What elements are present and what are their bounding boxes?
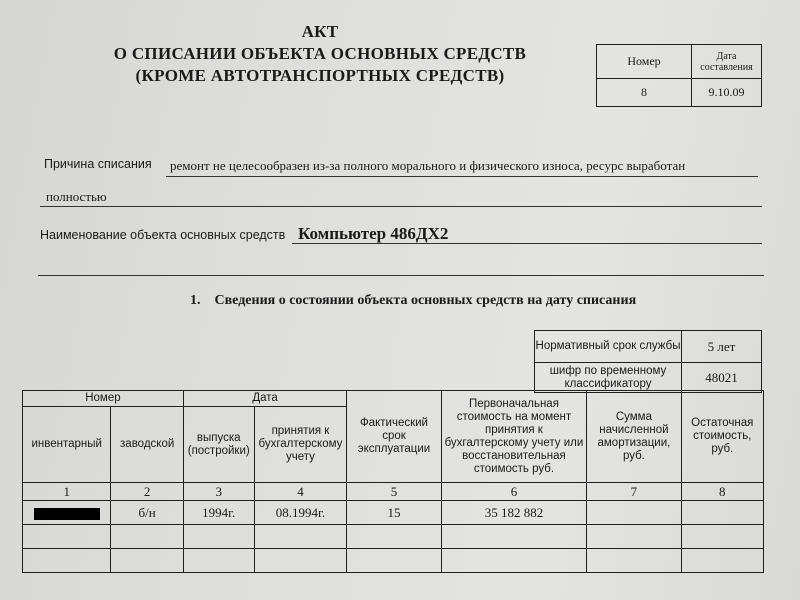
number-label: Номер — [597, 45, 692, 79]
number-date-box — [596, 44, 762, 107]
release-header: выпуска (постройки) — [183, 407, 254, 483]
reason-value-line2: полностью — [46, 189, 107, 204]
initial-cost-cell: 35 182 882 — [441, 501, 587, 525]
actual-life-cell: 15 — [347, 501, 441, 525]
accept-cell: 08.1994г. — [254, 501, 347, 525]
act-title-line2: О СПИСАНИИ ОБЪЕКТА ОСНОВНЫХ СРЕДСТВ — [113, 44, 527, 63]
inventory-header: инвентарный — [23, 407, 111, 483]
date-label: Дата составления — [692, 45, 762, 79]
factory-cell: б/н — [111, 501, 183, 525]
col-number: 6 — [441, 483, 587, 501]
reason-label: Причина списания — [44, 157, 152, 171]
redaction-bar — [34, 508, 100, 520]
service-life-value: 5 лет — [682, 331, 762, 363]
section-1-title: 1. Сведения о состоянии объекта основных средств на дату списания — [190, 293, 637, 308]
norm-box — [534, 330, 762, 393]
actual-life-header: Фактический срок эксплуатации — [347, 391, 441, 483]
asset-name-label: Наименование объекта основных средств — [40, 228, 286, 242]
group-number-header: Номер — [23, 391, 184, 407]
depreciation-cell — [587, 501, 681, 525]
act-title-line3: (КРОМЕ АВТОТРАНСПОРТНЫХ СРЕДСТВ) — [135, 66, 505, 85]
reason-underline-1 — [166, 176, 758, 177]
depreciation-header: Сумма начисленной амортизации, руб. — [587, 391, 681, 483]
table-row — [23, 525, 764, 549]
residual-header: Остаточная стоимость, руб. — [681, 391, 763, 483]
cipher-value: 48021 — [682, 363, 762, 393]
cipher-label: шифр по временному классификатору — [535, 363, 682, 393]
asset-name-value: Компьютер 486ДХ2 — [298, 224, 449, 243]
factory-header: заводской — [111, 407, 183, 483]
act-title: АКТ — [301, 22, 339, 41]
table-row — [23, 501, 764, 525]
col-number: 8 — [681, 483, 763, 501]
reason-underline-2 — [40, 206, 762, 207]
col-number: 4 — [254, 483, 347, 501]
table-row — [23, 549, 764, 573]
number-value: 8 — [597, 79, 692, 107]
initial-cost-header: Первоначальная стоимость на момент принятия к бухгалтерскому учету или восстановительная стоимость руб. — [441, 391, 587, 483]
col-number: 1 — [23, 483, 111, 501]
group-date-header: Дата — [183, 391, 346, 407]
asset-name-underline — [292, 243, 762, 244]
service-life-label: Нормативный срок службы — [535, 331, 682, 363]
blank-underline — [38, 275, 764, 276]
date-value: 9.10.09 — [692, 79, 762, 107]
col-number: 7 — [587, 483, 681, 501]
col-number: 3 — [183, 483, 254, 501]
reason-value-line1: ремонт не целесообразен из-за полного морального и физического износа, ресурс выработан — [170, 158, 686, 173]
release-cell: 1994г. — [183, 501, 254, 525]
col-number: 5 — [347, 483, 441, 501]
asset-state-table — [22, 390, 764, 573]
col-number: 2 — [111, 483, 183, 501]
residual-cell — [681, 501, 763, 525]
inventory-cell — [23, 501, 111, 525]
accept-header: принятия к бухгалтерскому учету — [254, 407, 347, 483]
